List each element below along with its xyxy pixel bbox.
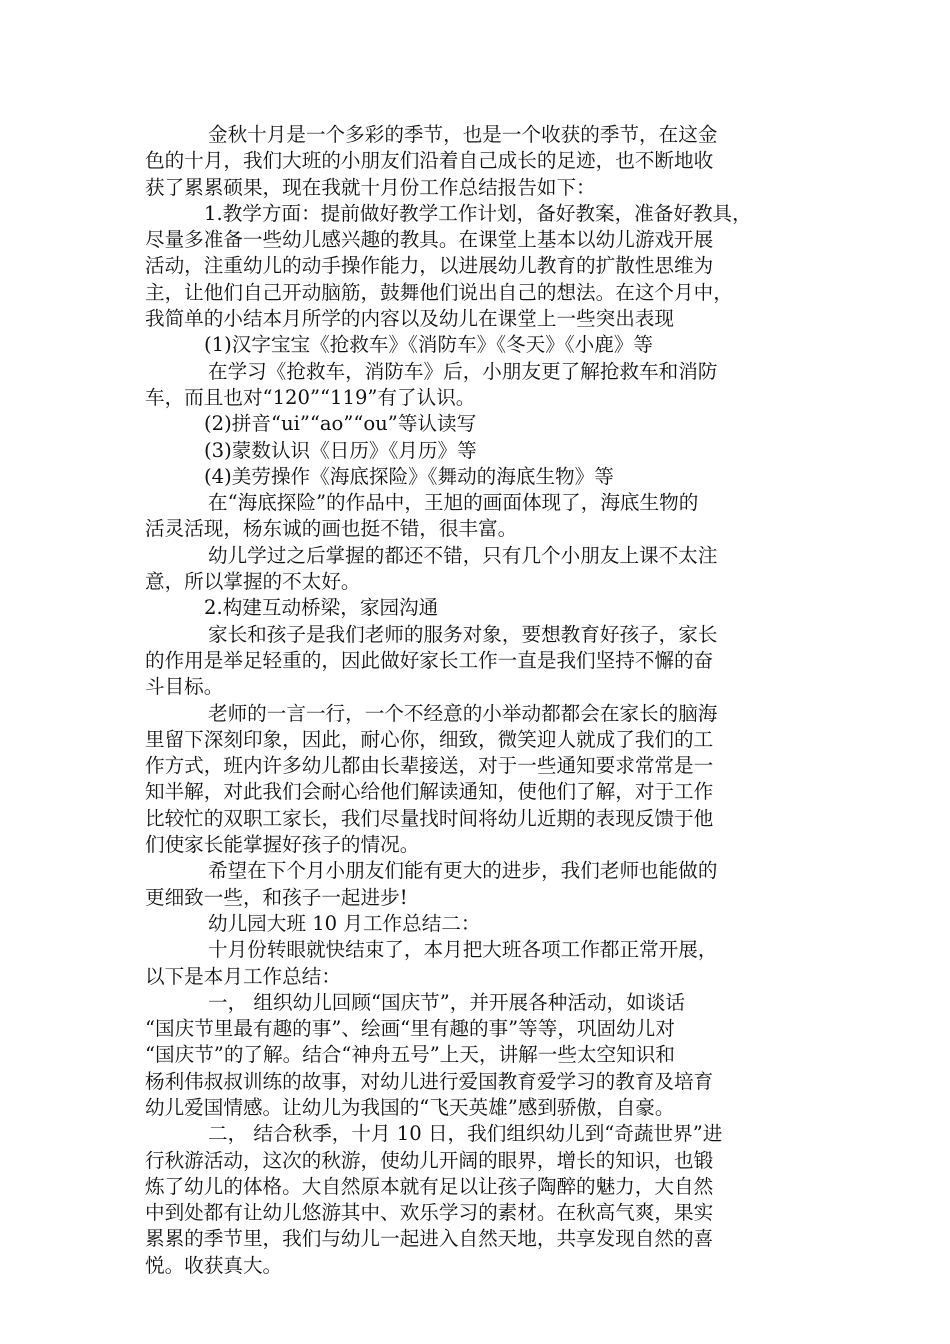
text-line: 以下是本月工作总结： [145,964,341,988]
text-line: 更细致一些，和孩子一起进步! [145,885,408,909]
text-line: 我简单的小结本月所学的内容以及幼儿在课堂上一些突出表现 [145,307,675,331]
text-line: 累累的季节里，我们与幼儿一起进入自然天地，共享发现自然的喜 [145,1227,714,1251]
text-line: 的作用是举足轻重的，因此做好家长工作一直是我们坚持不懈的奋 [145,648,714,672]
text-line: 杨利伟叔叔训练的故事，对幼儿进行爱国教育爱学习的教育及培育 [145,1069,714,1093]
text-line: 希望在下个月小朋友们能有更大的进步，我们老师也能做的 [208,859,718,883]
text-line: 1.教学方面：提前做好教学工作计划，备好教案，准备好教具， [204,201,752,225]
text-line: 老师的一言一行，一个不经意的小举动都都会在家长的脑海 [208,701,718,725]
text-line: 斗目标。 [145,675,224,699]
text-line: 二， 结合秋季，十月 10 日，我们组织幼儿到“奇蔬世界”进 [208,1122,723,1146]
text-line: 作方式，班内许多幼儿都由长辈接送，对于一些通知要求常常是一 [145,754,714,778]
text-line: 幼儿园大班 10 月工作总结二： [208,911,481,935]
text-line: (4)美劳操作《海底探险》《舞动的海底生物》等 [204,464,614,488]
text-line: (1)汉字宝宝《抢救车》《消防车》《冬天》《小鹿》等 [204,333,654,357]
text-line: 车，而且也对“120”“119”有了认识。 [145,385,476,409]
text-line: 家长和孩子是我们老师的服务对象，要想教育好孩子，家长 [208,622,718,646]
text-line: 知半解，对此我们会耐心给他们解读通知，使他们了解，对于工作 [145,780,714,804]
text-line: 幼儿爱国情感。让幼儿为我国的“飞天英雄”感到骄傲，自豪。 [145,1095,675,1119]
text-line: 炼了幼儿的体格。大自然原本就有足以让孩子陶醉的魅力，大自然 [145,1174,714,1198]
text-line: 在“海底探险”的作品中，王旭的画面体现了，海底生物的 [208,491,699,515]
text-line: “国庆节里最有趣的事”、绘画“里有趣的事”等等，巩固幼儿对 [145,1017,675,1041]
text-line: 活动，注重幼儿的动手操作能力，以进展幼儿教育的扩散性思维为 [145,254,714,278]
text-line: 十月份转眼就快结束了，本月把大班各项工作都正常开展， [208,938,718,962]
text-line: 里留下深刻印象，因此，耐心你，细致，微笑迎人就成了我们的工 [145,727,714,751]
text-line: 尽量多准备一些幼儿感兴趣的教具。在课堂上基本以幼儿游戏开展 [145,228,714,252]
text-line: “国庆节”的了解。结合“神舟五号”上天，讲解一些太空知识和 [145,1043,675,1067]
text-line: 悦。收获真大。 [145,1253,283,1277]
text-line: 行秋游活动，这次的秋游，使幼儿开阔的眼界，增长的知识，也锻 [145,1148,714,1172]
text-line: 中到处都有让幼儿悠游其中、欢乐学习的素材。在秋高气爽，果实 [145,1201,714,1225]
text-line: 一， 组织幼儿回顾“国庆节”，并开展各种活动，如谈话 [208,990,685,1014]
text-line: 色的十月，我们大班的小朋友们沿着自己成长的足迹，也不断地收 [145,149,714,173]
text-line: 在学习《抢救车，消防车》后，小朋友更了解抢救车和消防 [208,359,718,383]
document-body [145,122,810,1279]
text-line: 活灵活现，杨东诚的画也挺不错，很丰富。 [145,517,518,541]
text-line: 金秋十月是一个多彩的季节，也是一个收获的季节，在这金 [208,123,718,146]
text-line: 获了累累硕果，现在我就十月份工作总结报告如下： [145,175,596,199]
text-line: 意，所以掌握的不太好。 [145,570,361,594]
text-line: 们使家长能掌握好孩子的情况。 [145,833,420,857]
text-line: (3)蒙数认识《日历》《月历》等 [204,438,477,462]
text-line: 幼儿学过之后掌握的都还不错，只有几个小朋友上课不太注 [208,543,718,567]
text-line: (2)拼音“ui”“ao”“ou”等认读写 [204,412,477,436]
text-line: 主，让他们自己开动脑筋，鼓舞他们说出自己的想法。在这个月中， [145,280,733,304]
text-line: 2.构建互动桥梁，家园沟通 [204,596,439,620]
text-line: 比较忙的双职工家长，我们尽量找时间将幼儿近期的表现反馈于他 [145,806,714,830]
